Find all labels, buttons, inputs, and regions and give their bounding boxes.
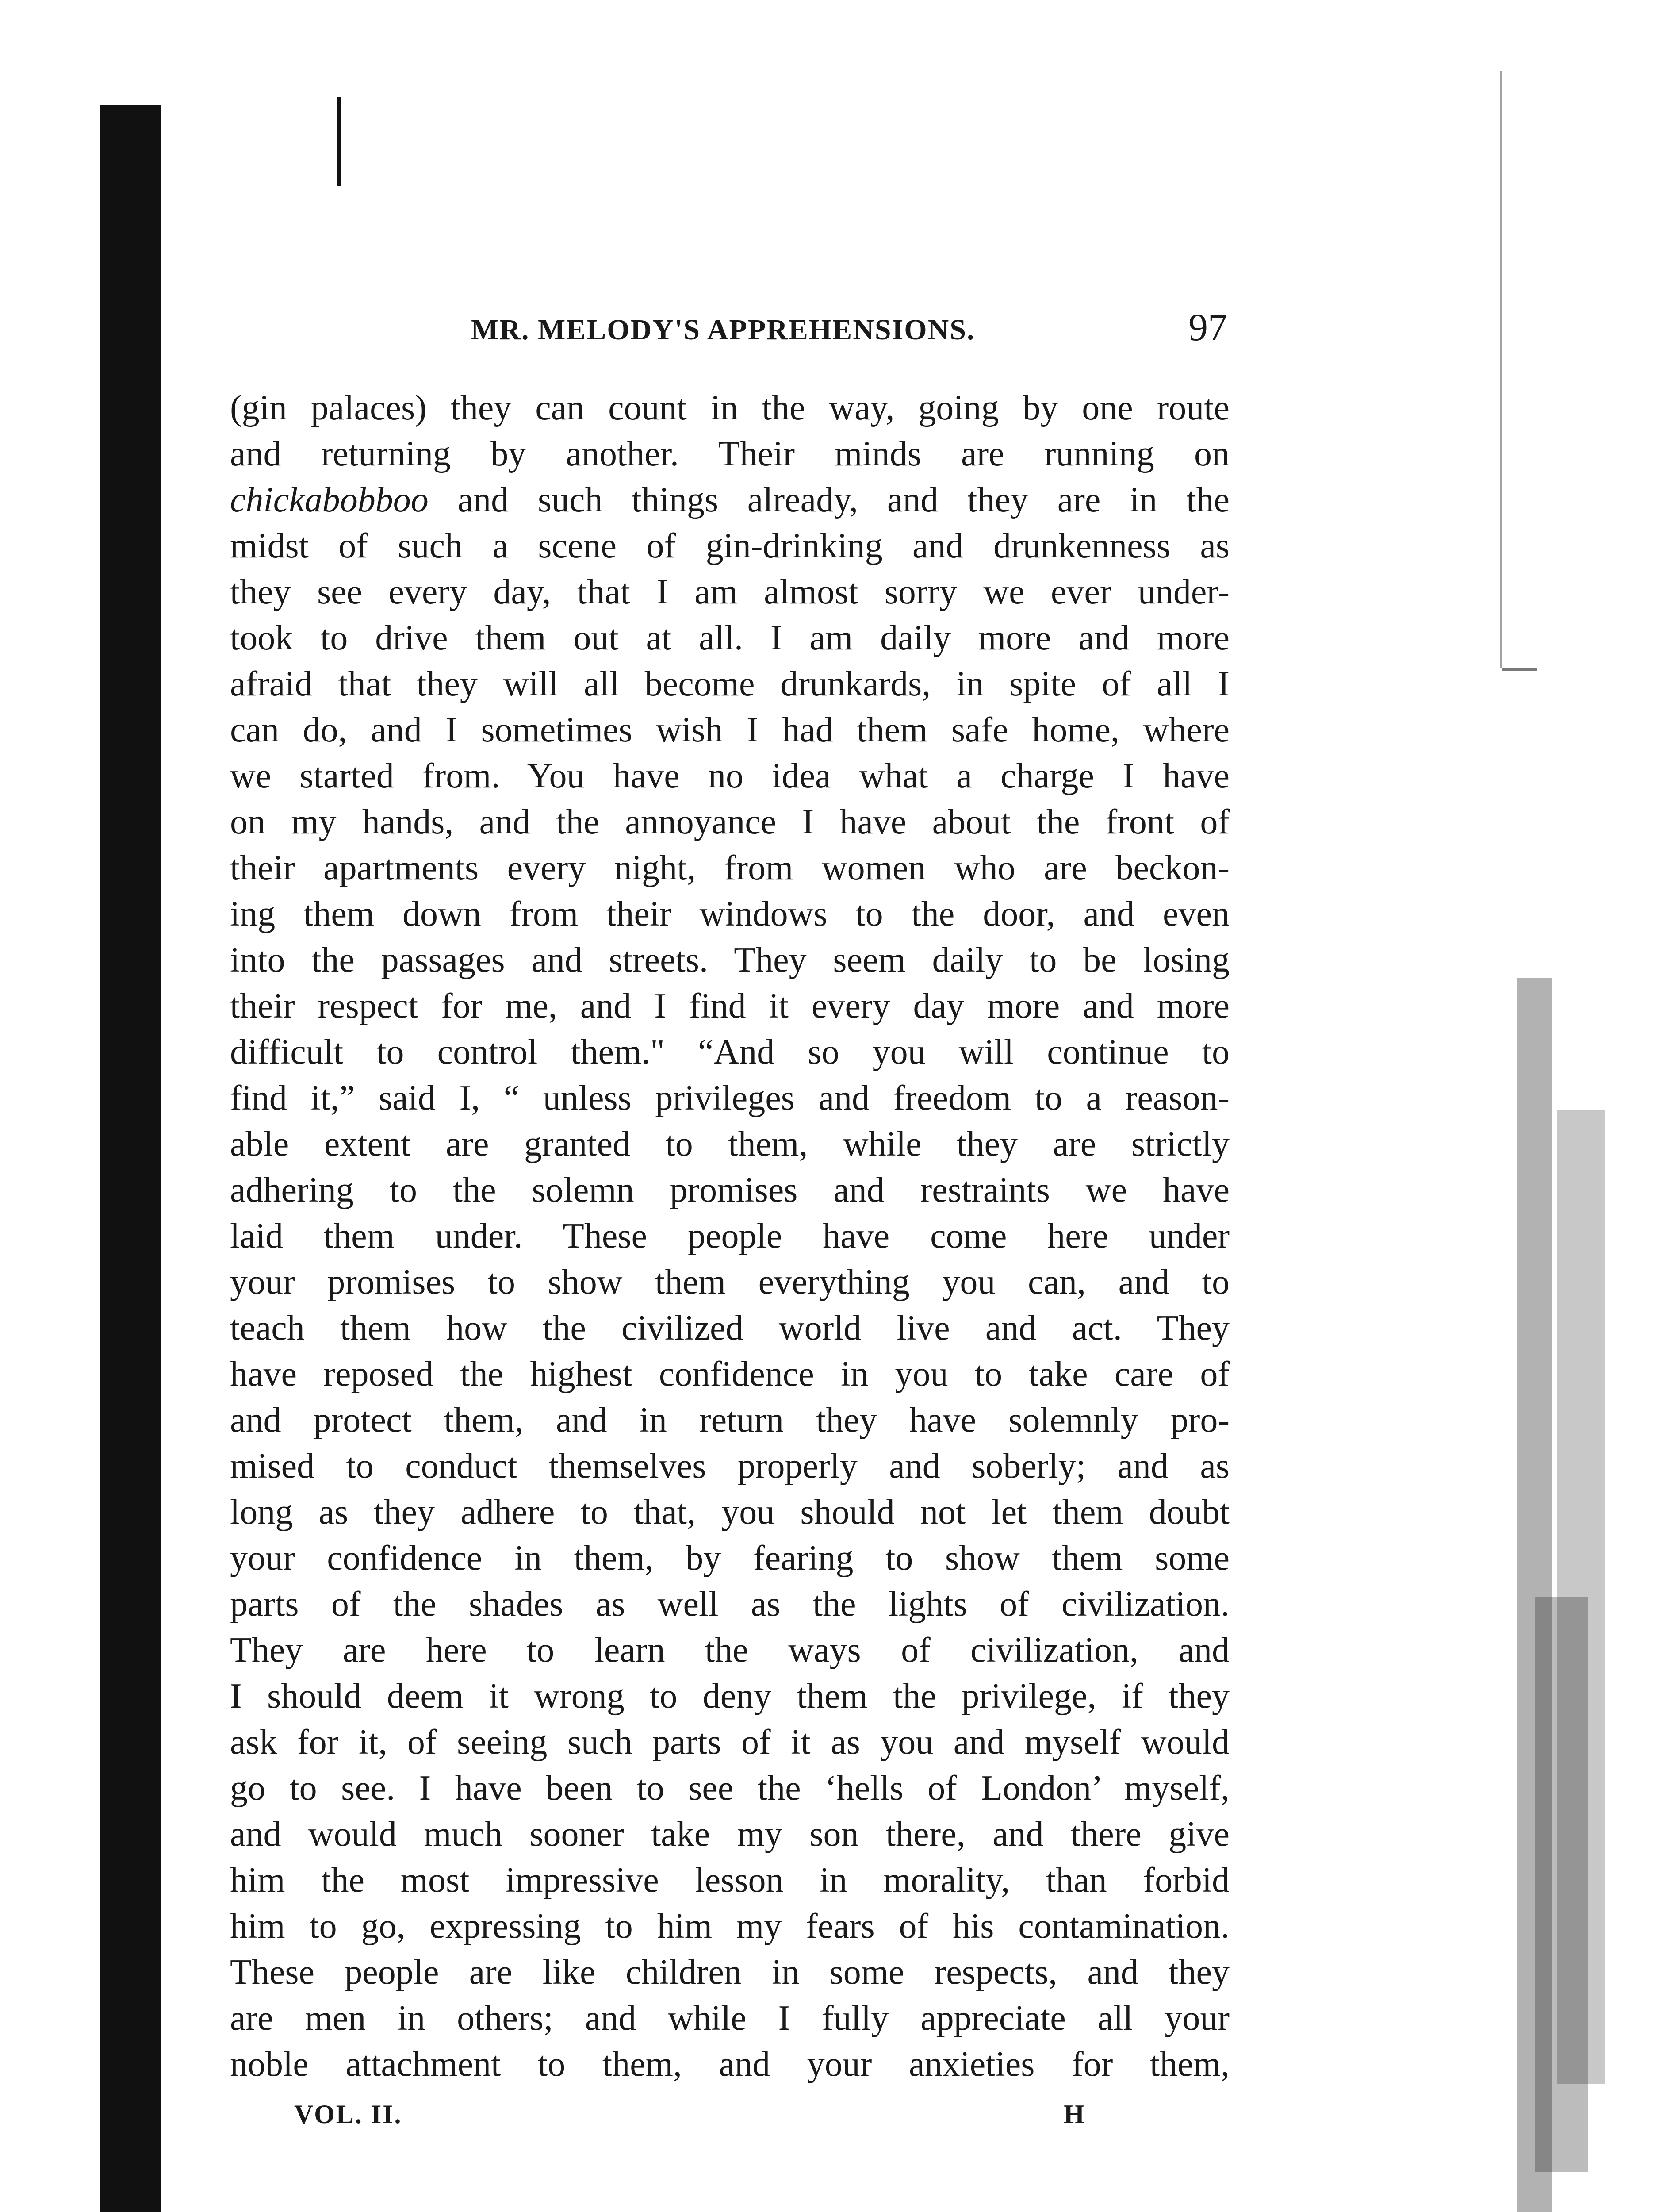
page-footer bbox=[294, 2099, 1090, 2139]
signature-mark: H bbox=[1064, 2100, 1084, 2129]
text-line bbox=[230, 477, 1230, 523]
text-line: (gin palaces) they can count in the way, going by one route bbox=[230, 388, 1230, 427]
text-line: ing them down from their windows to the door, and even bbox=[230, 895, 1230, 933]
text-line: their respect for me, and I find it every day more and more bbox=[230, 987, 1230, 1025]
margin-mark bbox=[337, 97, 341, 186]
text-line: teach them how the civilized world live and act. They bbox=[230, 1309, 1230, 1348]
binding-shadow bbox=[100, 105, 161, 2212]
text-line: ask for it, of seeing such parts of it as you and myself would bbox=[230, 1723, 1230, 1762]
text-line: we started from. You have no idea what a charge I have bbox=[230, 757, 1230, 795]
text-line: can do, and I sometimes wish I had them safe home, where bbox=[230, 710, 1230, 749]
text-line: mised to conduct themselves properly and soberly; and as bbox=[230, 1447, 1230, 1486]
text-line: afraid that they will all become drunkards, in spite of all I bbox=[230, 664, 1230, 703]
text-line: go to see. I have been to see the ‘hells of London’ myself, bbox=[230, 1769, 1230, 1808]
text-line: midst of such a scene of gin-drinking and drunkenness as bbox=[230, 526, 1230, 565]
volume-label: VOL. II. bbox=[294, 2100, 402, 2129]
text-line: on my hands, and the annoyance I have about the front of bbox=[230, 803, 1230, 841]
text-line: laid them under. These people have come here under bbox=[230, 1217, 1230, 1256]
text-line: adhering to the solemn promises and restraints we have bbox=[230, 1171, 1230, 1210]
text-line: noble attachment to them, and your anxieties for them, bbox=[230, 2045, 1230, 2084]
text-line: your confidence in them, by fearing to show them some bbox=[230, 1539, 1230, 1578]
text-line: into the passages and streets. They seem daily to be losing bbox=[230, 941, 1230, 979]
text-line: find it,” said I, “ unless privileges and freedom to a reason- bbox=[230, 1079, 1230, 1118]
text-line: parts of the shades as well as the lights of civilization. bbox=[230, 1585, 1230, 1624]
page-edge-scan-artifacts bbox=[1490, 71, 1659, 2212]
italic-term: chickabobboo bbox=[230, 480, 429, 519]
page-number: 97 bbox=[1188, 306, 1227, 349]
text-line-rest: and such things already, and they are in the bbox=[428, 480, 1230, 519]
running-title: MR. MELODY'S APPREHENSIONS. bbox=[471, 314, 975, 346]
text-line: These people are like children in some respects, and they bbox=[230, 1953, 1230, 1992]
text-line: able extent are granted to them, while they are strictly bbox=[230, 1125, 1230, 1164]
text-line: I should deem it wrong to deny them the privilege, if they bbox=[230, 1677, 1230, 1716]
text-line: him to go, expressing to him my fears of his contamination. bbox=[230, 1907, 1230, 1946]
text-line: him the most impressive lesson in morality, than forbid bbox=[230, 1861, 1230, 1900]
text-line: and returning by another. Their minds are running on bbox=[230, 434, 1230, 473]
edge-smudge bbox=[1502, 668, 1537, 671]
text-line: they see every day, that I am almost sorry we ever under- bbox=[230, 572, 1230, 611]
page-header bbox=[471, 305, 1227, 354]
text-line: their apartments every night, from women who are beckon- bbox=[230, 849, 1230, 887]
text-line: have reposed the highest confidence in you to take care of bbox=[230, 1355, 1230, 1394]
edge-smudge bbox=[1535, 1597, 1588, 2172]
text-line: and protect them, and in return they have solemnly pro- bbox=[230, 1401, 1230, 1440]
text-line: took to drive them out at all. I am daily more and more bbox=[230, 618, 1230, 657]
text-line: difficult to control them." “And so you will continue to bbox=[230, 1033, 1230, 1071]
text-line: and would much sooner take my son there, and there give bbox=[230, 1815, 1230, 1854]
text-line: long as they adhere to that, you should not let them doubt bbox=[230, 1493, 1230, 1532]
body-text bbox=[230, 385, 1230, 2087]
text-line: your promises to show them everything you can, and to bbox=[230, 1263, 1230, 1302]
text-line: are men in others; and while I fully appreciate all your bbox=[230, 1999, 1230, 2038]
text-line: They are here to learn the ways of civilization, and bbox=[230, 1631, 1230, 1670]
edge-line bbox=[1500, 71, 1502, 668]
